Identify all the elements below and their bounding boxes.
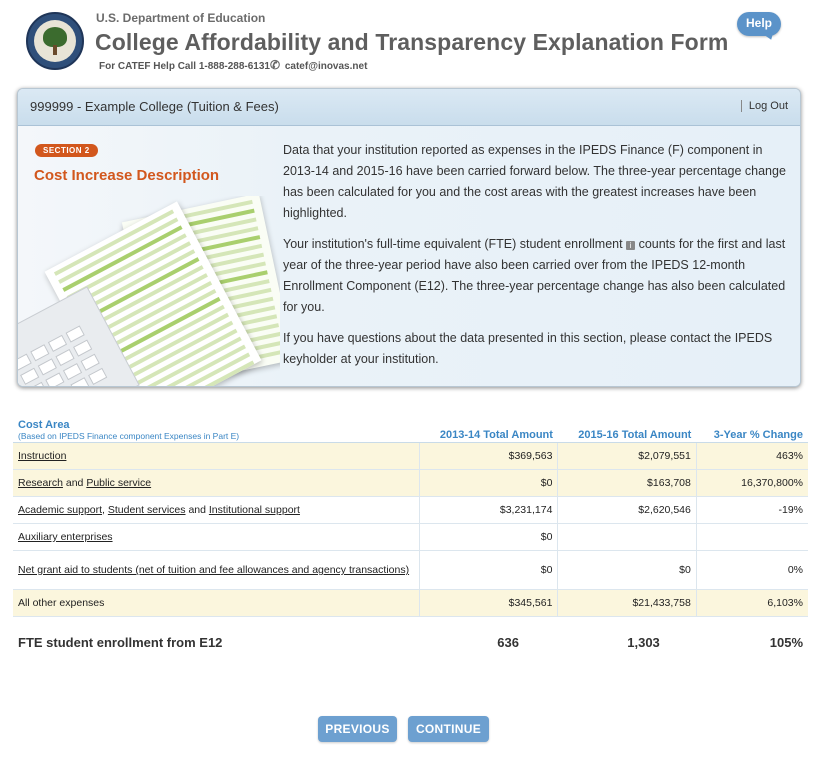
section-description: [283, 140, 791, 380]
cost-area-cell: Research and Public service: [13, 470, 420, 497]
cost-area-cell: [13, 524, 420, 551]
info-icon[interactable]: i: [626, 241, 635, 250]
amount-cell: $0: [420, 470, 558, 497]
previous-button[interactable]: PREVIOUS: [318, 716, 397, 742]
percent-change-cell: [696, 524, 808, 551]
logout-link[interactable]: Log Out: [741, 100, 788, 112]
page-title: College Affordability and Transparency Explanation Form: [95, 29, 729, 55]
help-prefix: For CATEF Help Call: [99, 61, 197, 72]
spreadsheet-illustration: [18, 196, 280, 387]
description-paragraph: Data that your institution reported as expenses in the IPEDS Finance (F) component in 2013-14 and 2015-16 have been carried forward below. The three-year percentage change has been calculated for you and the cost areas with the greatest increases have been highlighted.: [283, 143, 786, 220]
department-name: U.S. Department of Education: [96, 11, 266, 25]
fte-enrollment-row: [13, 632, 808, 652]
table-row: [13, 443, 808, 470]
cost-area-link[interactable]: Academic support: [18, 504, 103, 516]
section-panel: [17, 88, 801, 387]
table-row: [13, 590, 808, 617]
cost-area-cell: Academic support, Student services and Institutional support: [13, 497, 420, 524]
fte-label: FTE student enrollment from E12: [18, 634, 223, 650]
cost-area-link[interactable]: Public service: [86, 477, 152, 489]
section-badge: SECTION 2: [35, 144, 98, 157]
section-title: Cost Increase Description: [34, 167, 220, 184]
description-paragraph: If you have questions about the data presented in this section, please contact the IPEDS keyholder at your institution.: [283, 331, 773, 366]
institution-name: 999999 - Example College (Tuition & Fees): [30, 99, 279, 114]
percent-change-cell: 6,103%: [696, 590, 808, 617]
cost-area-link[interactable]: Institutional support: [208, 504, 300, 516]
cost-area-link[interactable]: Student services: [107, 504, 186, 516]
column-header-cost-area: Cost Area (Based on IPEDS Finance component Expenses in Part E): [13, 419, 420, 443]
cost-area-link[interactable]: Auxiliary enterprises: [18, 531, 113, 543]
department-seal-logo: [26, 12, 84, 70]
cost-area-table: [13, 419, 808, 617]
cost-area-link[interactable]: Instruction: [18, 450, 67, 462]
amount-cell: $0: [420, 524, 558, 551]
help-email[interactable]: catef@inovas.net: [284, 61, 368, 72]
table-row: [13, 497, 808, 524]
table-row: [13, 470, 808, 497]
fte-2013: 636: [497, 634, 519, 650]
column-header-change: 3-Year % Change: [696, 419, 808, 443]
percent-change-cell: 463%: [696, 443, 808, 470]
fte-change: 105%: [769, 634, 803, 650]
help-contact-line: [99, 58, 367, 72]
fte-2015: 1,303: [627, 634, 660, 650]
amount-cell: $21,433,758: [558, 590, 696, 617]
table-row: [13, 551, 808, 590]
cost-area-link[interactable]: Research: [18, 477, 63, 489]
amount-cell: $0: [558, 551, 696, 590]
percent-change-cell: 16,370,800%: [696, 470, 808, 497]
description-paragraph: Your institution's full-time equivalent (FTE) student enrollment i counts for the first and last year of the three-year period have also been carried over from the IPEDS 12-month Enrollment Component (E12). The three-year percentage change has also been calculated for you.: [283, 237, 786, 314]
continue-button[interactable]: CONTINUE: [408, 716, 489, 742]
percent-change-cell: 0%: [696, 551, 808, 590]
cost-area-cell: [13, 551, 420, 590]
panel-body: [18, 126, 800, 386]
amount-cell: $3,231,174: [420, 497, 558, 524]
cost-area-cell: All other expenses: [13, 590, 420, 617]
help-button[interactable]: Help: [737, 12, 781, 36]
percent-change-cell: -19%: [696, 497, 808, 524]
amount-cell: $2,620,546: [558, 497, 696, 524]
amount-cell: $369,563: [420, 443, 558, 470]
amount-cell: $2,079,551: [558, 443, 696, 470]
cost-area-cell: [13, 443, 420, 470]
panel-header: [18, 89, 800, 126]
phone-icon: ✆: [270, 58, 281, 72]
amount-cell: $163,708: [558, 470, 696, 497]
column-header-2013: 2013-14 Total Amount: [420, 419, 558, 443]
amount-cell: [558, 524, 696, 551]
amount-cell: $0: [420, 551, 558, 590]
amount-cell: $345,561: [420, 590, 558, 617]
cost-area-link[interactable]: Net grant aid to students (net of tuition and fee allowances and agency transactions): [18, 564, 410, 576]
table-row: [13, 524, 808, 551]
help-phone: 1-888-288-6131: [198, 61, 270, 72]
column-header-2015: 2015-16 Total Amount: [558, 419, 696, 443]
